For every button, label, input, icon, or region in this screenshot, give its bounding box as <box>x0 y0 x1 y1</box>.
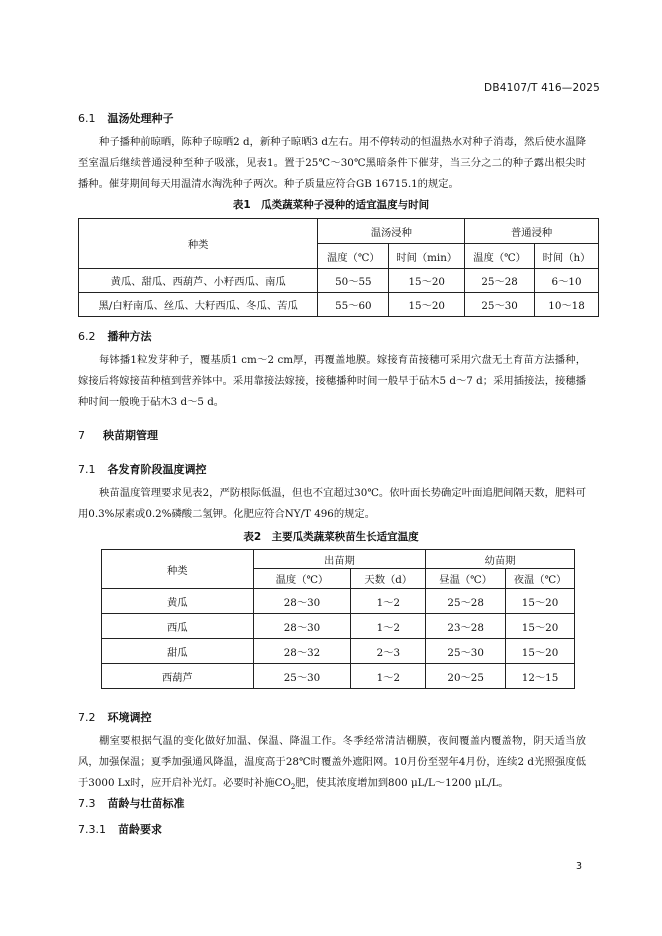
section-number: 7 <box>78 429 85 442</box>
section-title: 秧苗期管理 <box>103 429 158 442</box>
table-cell: 55～60 <box>318 293 389 317</box>
table-cell: 25～30 <box>465 293 535 317</box>
table-cell: 黄瓜 <box>102 589 254 614</box>
paragraph-7-1: 秧苗温度管理要求见表2，严防根际低温，但也不宜超过30℃。依叶面长势确定叶面追肥间隔天数，肥料可用0.3%尿素或0.2%磷酸二氢钾。化肥应符合NY/T 496的规定。 <box>78 487 586 520</box>
table1 <box>78 218 599 317</box>
section-heading-7-3-1 <box>78 821 162 837</box>
table2-header-kind: 种类 <box>102 550 254 589</box>
section-number: 7.2 <box>78 711 96 724</box>
table-row <box>102 639 575 664</box>
table-cell: 28～30 <box>253 614 351 639</box>
table1-subheader: 时间（h） <box>535 244 599 269</box>
section-heading-6-2 <box>78 328 152 344</box>
table1-subheader: 时间（min） <box>389 244 465 269</box>
section-title: 苗龄要求 <box>118 823 162 836</box>
table1-caption: 表1 瓜类蔬菜种子浸种的适宜温度与时间 <box>232 199 430 211</box>
section-heading-7-2 <box>78 709 152 725</box>
paragraph-text: 棚室要根据气温的变化做好加温、保温、降温工作。冬季经常清洁棚膜，夜间覆盖内覆盖物，阴天适当放风，加强保温；夏季加强通风降温，温度高于28℃时覆盖外遮阳网。10月份至翌年4月份，连续2 d光照强度低于3000 Lx时，应开启补光灯。必要时补施CO <box>78 735 586 789</box>
table-cell: 15～20 <box>506 639 575 664</box>
table2 <box>101 549 575 689</box>
section-heading-7-3 <box>78 795 185 811</box>
table1-subheader: 温度（℃） <box>318 244 389 269</box>
section-title: 苗龄与壮苗标准 <box>107 797 185 810</box>
table2-subheader: 温度（℃） <box>253 569 351 589</box>
paragraph-6-2: 每钵播1粒发芽种子，覆基质1 cm～2 cm厚，再覆盖地膜。嫁接育苗接穗可采用穴盘无土育苗方法播种，嫁接后将嫁接苗种植到营养钵中。采用靠接法嫁接，接穗播种时间一般早于砧木5 d～7 d；采用插接法，接穗播种时间一般晚于砧木3 d～5 d。 <box>78 354 586 408</box>
table1-header-kind: 种类 <box>79 219 318 269</box>
section-title: 播种方法 <box>107 330 152 343</box>
table-cell: 西瓜 <box>102 614 254 639</box>
table2-subheader: 昼温（℃） <box>426 569 506 589</box>
table-cell: 1～2 <box>351 664 426 689</box>
paragraph-6-1: 种子播种前晾晒，陈种子晾晒2 d，新种子晾晒3 d左右。用不停转动的恒温热水对种子消毒，然后使水温降至室温后继续普通浸种至种子吸涨，见表1。置于25℃～30℃黑暗条件下催芽，当三分之二的种子露出根尖时播种。催芽期间每天用温清水淘洗种子两次。种子质量应符合GB 16715.1的规定。 <box>78 136 586 190</box>
table-cell: 甜瓜 <box>102 639 254 664</box>
table-cell: 25～28 <box>426 589 506 614</box>
subscript: 2 <box>290 783 296 792</box>
table-cell: 6～10 <box>535 269 599 293</box>
section-title: 温汤处理种子 <box>107 112 174 125</box>
table-row <box>102 589 575 614</box>
table-cell: 20～25 <box>426 664 506 689</box>
table-cell: 25～30 <box>253 664 351 689</box>
section-title: 环境调控 <box>107 711 152 724</box>
section-number: 6.1 <box>78 112 96 125</box>
table-cell: 15～20 <box>389 293 465 317</box>
table-row <box>79 269 599 293</box>
table2-caption: 表2 主要瓜类蔬菜秧苗生长适宜温度 <box>243 531 419 543</box>
table-cell: 1～2 <box>351 589 426 614</box>
section-number: 7.1 <box>78 463 96 476</box>
table2-header-group1: 出苗期 <box>253 550 426 569</box>
table-cell: 25～30 <box>426 639 506 664</box>
table-cell: 15～20 <box>506 614 575 639</box>
section-heading-7 <box>78 427 158 443</box>
table-row <box>102 664 575 689</box>
table-row <box>102 614 575 639</box>
table2-header-group2: 幼苗期 <box>426 550 575 569</box>
page-number: 3 <box>575 861 582 872</box>
table-cell: 50～55 <box>318 269 389 293</box>
section-number: 6.2 <box>78 330 96 343</box>
paragraph-7-2 <box>78 731 586 798</box>
table-cell: 25～28 <box>465 269 535 293</box>
table-cell: 15～20 <box>389 269 465 293</box>
table1-subheader: 温度（℃） <box>465 244 535 269</box>
table-cell: 黄瓜、甜瓜、西葫芦、小籽西瓜、南瓜 <box>79 269 318 293</box>
table1-header-group1: 温汤浸种 <box>318 219 465 244</box>
section-number: 7.3.1 <box>78 823 106 836</box>
section-heading-7-1 <box>78 461 207 477</box>
table-cell: 黑/白籽南瓜、丝瓜、大籽西瓜、冬瓜、苦瓜 <box>79 293 318 317</box>
table-cell: 23～28 <box>426 614 506 639</box>
section-number: 7.3 <box>78 797 96 810</box>
document-code: DB4107/T 416—2025 <box>484 82 600 94</box>
paragraph-text: 肥，使其浓度增加到800 μL/L～1200 μL/L。 <box>295 777 509 789</box>
table-cell: 西葫芦 <box>102 664 254 689</box>
table-cell: 28～30 <box>253 589 351 614</box>
table-cell: 28～32 <box>253 639 351 664</box>
table-cell: 12～15 <box>506 664 575 689</box>
table-row <box>79 293 599 317</box>
table2-subheader: 夜温（℃） <box>506 569 575 589</box>
section-heading-6-1 <box>78 110 174 126</box>
table-cell: 2～3 <box>351 639 426 664</box>
table2-subheader: 天数（d） <box>351 569 426 589</box>
table-cell: 15～20 <box>506 589 575 614</box>
table-cell: 10～18 <box>535 293 599 317</box>
table1-header-group2: 普通浸种 <box>465 219 599 244</box>
table-cell: 1～2 <box>351 614 426 639</box>
section-title: 各发育阶段温度调控 <box>107 463 207 476</box>
